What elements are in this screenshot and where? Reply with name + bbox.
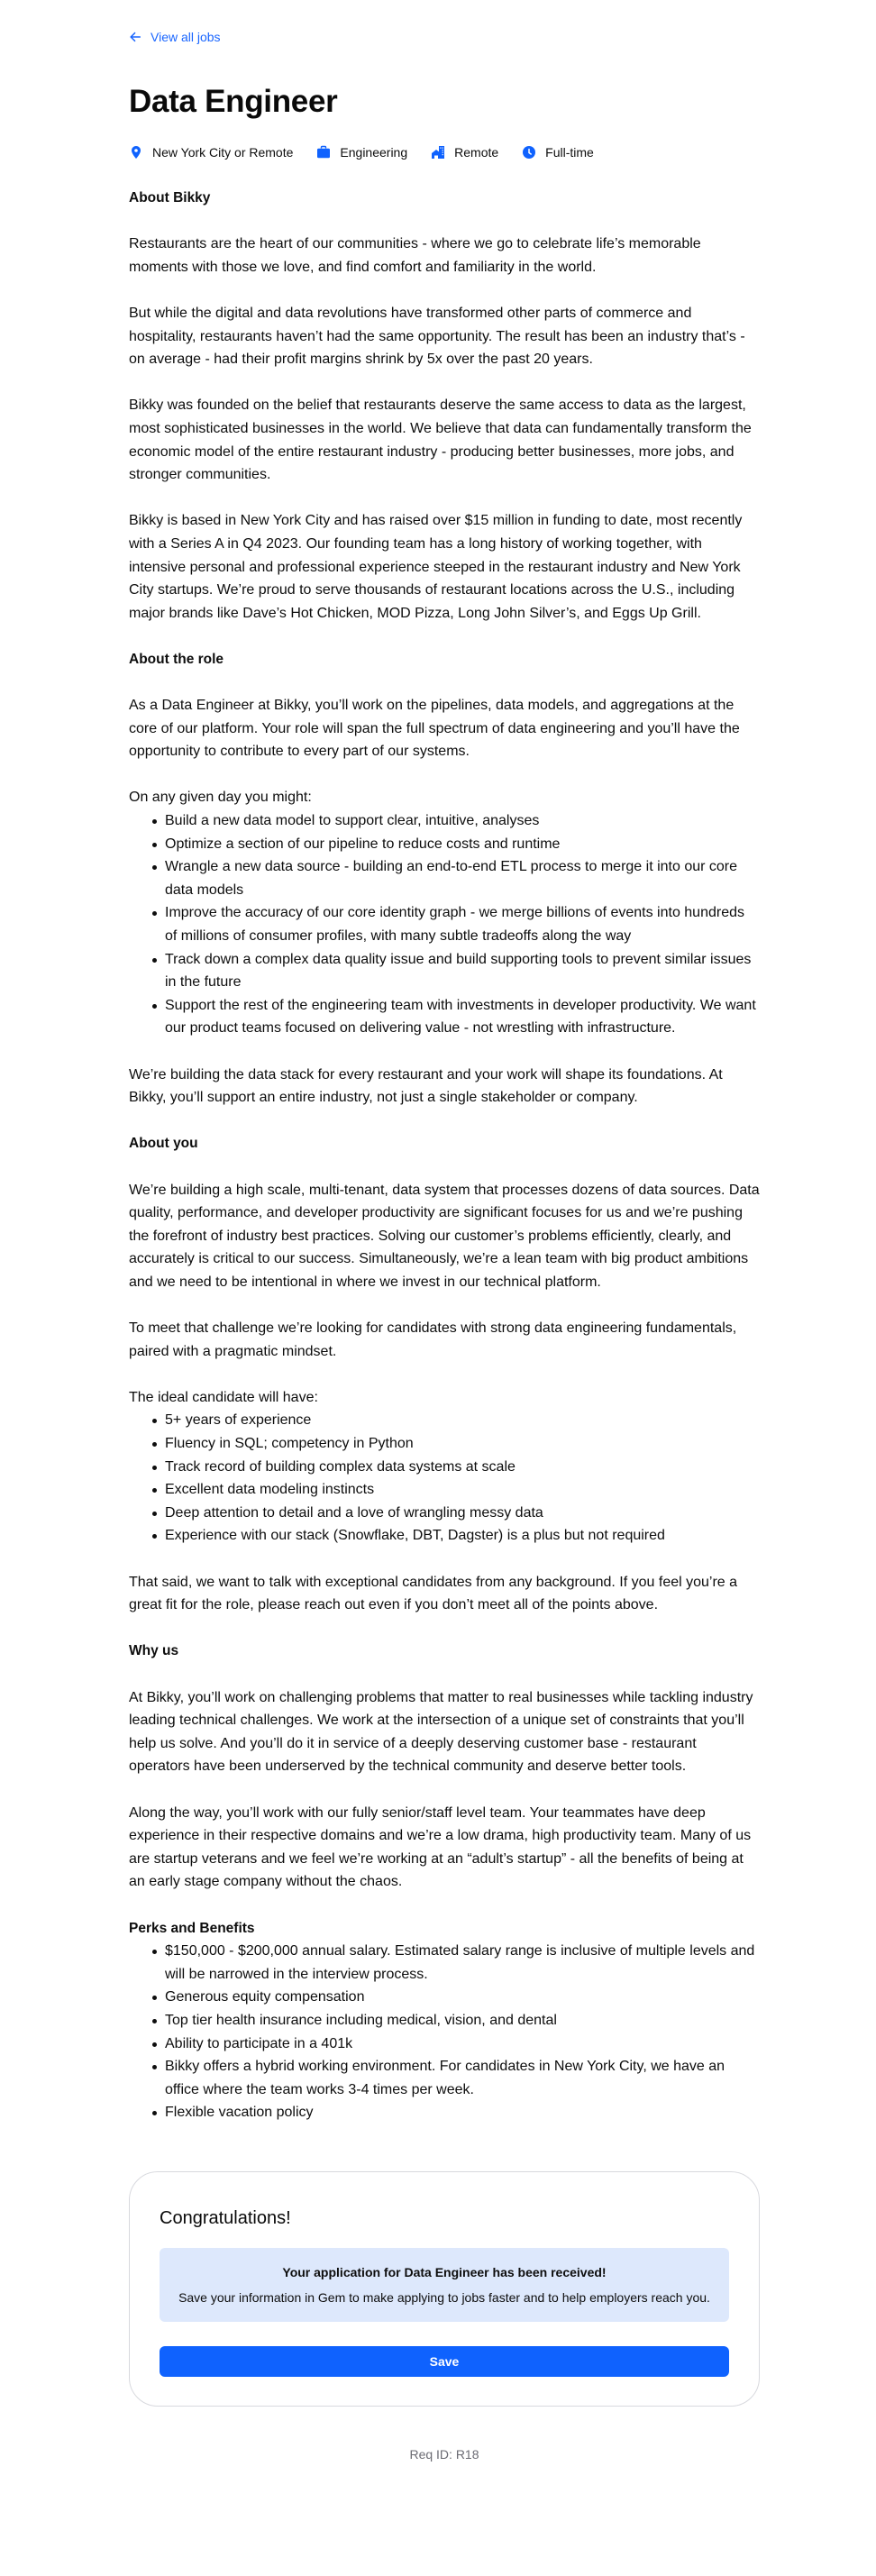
paragraph: Along the way, you’ll work with our fully senior/staff level team. Your teammates have deep experience in their respective domains and we’re a low drama, high productivity team. Many of us are startup veterans and we feel we’re working at an “adult’s startup” - all the benefits of being at an early stage company without the chaos.: [129, 1804, 752, 1890]
confirmation-info-box: [160, 2248, 729, 2322]
list-intro: On any given day you might:: [129, 790, 312, 806]
confirmation-message-text: Save your information in Gem to make applying to jobs faster and to help employers reach you.: [178, 2289, 710, 2305]
section-heading-about-bikky: About Bikky: [129, 190, 211, 206]
list-item: 5+ years of experience: [165, 1409, 760, 1432]
list-item: Ability to participate in a 401k: [165, 2032, 760, 2056]
save-button[interactable]: Save: [160, 2346, 729, 2377]
section-heading-about-role: About the role: [129, 651, 224, 667]
section-heading-perks: Perks and Benefits: [129, 1920, 255, 1936]
list-item: Track record of building complex data systems at scale: [165, 1456, 760, 1479]
clock-icon: [522, 145, 536, 160]
list-item: Fluency in SQL; competency in Python: [165, 1432, 760, 1456]
perks-list: [129, 1940, 760, 2124]
section-heading-why-us: Why us: [129, 1643, 179, 1659]
req-id: Req ID: R18: [409, 2446, 479, 2462]
application-confirmation-card: [129, 2171, 760, 2407]
paragraph: To meet that challenge we’re looking for candidates with strong data engineering fundamentals, paired with a pragmatic mindset.: [129, 1320, 737, 1359]
briefcase-icon: [316, 145, 331, 160]
job-posting-page: [129, 0, 760, 2500]
list-item: Track down a complex data quality issue and build supporting tools to prevent similar issues in the future: [165, 948, 760, 994]
job-title: Data Engineer: [129, 84, 338, 119]
list-item: Wrangle a new data source - building an end-to-end ETL process to merge it into our core data models: [165, 855, 760, 901]
paragraph: We’re building the data stack for every restaurant and your work will shape its foundations. At Bikky, you’ll support an entire industry, not just a single stakeholder or company.: [129, 1066, 723, 1106]
responsibilities-list: [129, 809, 760, 1040]
paragraph: That said, we want to talk with exceptional candidates from any background. If you feel you’re a great fit for the role, please reach out even if you don’t meet all of the points above.: [129, 1574, 738, 1613]
section-heading-about-you: About you: [129, 1136, 198, 1152]
confirmation-message-title: Your application for Data Engineer has been received!: [282, 2264, 607, 2279]
list-item: Top tier health insurance including medical, vision, and dental: [165, 2009, 760, 2032]
job-description: [129, 187, 760, 2124]
meta-employment-type-label: Full-time: [545, 145, 594, 160]
paragraph: As a Data Engineer at Bikky, you’ll work on the pipelines, data models, and aggregations at the core of our platform. Your role will span the full spectrum of data engineering and you’ll have the opportunity to contribute to every part of our systems.: [129, 698, 740, 760]
building-icon: [431, 145, 445, 160]
meta-department: [316, 145, 407, 160]
meta-workplace-label: Remote: [454, 145, 499, 160]
paragraph: But while the digital and data revolutions have transformed other parts of commerce and hospitality, restaurants haven’t had the same opportunity. The result has been an industry that’s - on average - had their profit margins shrink by 5x over the past 20 years.: [129, 305, 745, 368]
list-item: Bikky offers a hybrid working environment. For candidates in New York City, we have an office where the team works 3-4 times per week.: [165, 2055, 760, 2101]
list-intro: The ideal candidate will have:: [129, 1389, 318, 1405]
arrow-left-icon: [129, 31, 141, 43]
view-all-jobs-link[interactable]: [129, 27, 221, 47]
list-item: Generous equity compensation: [165, 1986, 760, 2009]
paragraph: Bikky is based in New York City and has raised over $15 million in funding to date, most recently with a Series A in Q4 2023. Our founding team has a long history of working together, with intensive personal and professional experience steeped in the restaurant industry and New York City startups. We’re proud to serve thousands of restaurant locations across the U.S., including major brands like Dave’s Hot Chicken, MOD Pizza, Long John Silver’s, and Eggs Up Grill.: [129, 513, 743, 621]
location-pin-icon: [129, 145, 143, 160]
meta-employment-type: [522, 145, 594, 160]
view-all-jobs-label: View all jobs: [151, 30, 221, 44]
paragraph: Restaurants are the heart of our communities - where we go to celebrate life’s memorable moments with those we love, and find comfort and familiarity in the world.: [129, 236, 701, 275]
list-item: Experience with our stack (Snowflake, DBT, Dagster) is a plus but not required: [165, 1524, 760, 1548]
job-meta: [129, 142, 760, 163]
list-item: Excellent data modeling instincts: [165, 1478, 760, 1502]
meta-department-label: Engineering: [340, 145, 408, 160]
list-item: Flexible vacation policy: [165, 2101, 760, 2124]
list-item: $150,000 - $200,000 annual salary. Estimated salary range is inclusive of multiple levels and will be narrowed in the interview process.: [165, 1940, 760, 1986]
confirmation-title: Congratulations!: [160, 2207, 291, 2228]
requirements-list: [129, 1409, 760, 1548]
paragraph: Bikky was founded on the belief that restaurants deserve the same access to data as the largest, most sophisticated businesses in the world. We believe that data can fundamentally transform the economic model of the entire restaurant industry - producing better businesses, more jobs, and stronger communities.: [129, 397, 752, 483]
list-item: Optimize a section of our pipeline to reduce costs and runtime: [165, 833, 760, 856]
list-item: Support the rest of the engineering team with investments in developer productivity. We want our product teams focused on delivering value - not wrestling with infrastructure.: [165, 994, 760, 1040]
meta-location-label: New York City or Remote: [152, 145, 294, 160]
list-item: Deep attention to detail and a love of wrangling messy data: [165, 1502, 760, 1525]
meta-location: [129, 145, 293, 160]
list-item: Improve the accuracy of our core identity graph - we merge billions of events into hundreds of millions of consumer profiles, with many subtle tradeoffs along the way: [165, 901, 760, 947]
paragraph: We’re building a high scale, multi-tenant, data system that processes dozens of data sources. Data quality, performance, and developer productivity are significant focuses for us and we’re pushing the forefront of industry best practices. Solving our customer’s problems efficiently, clearly, and accurately is critical to our success. Simultaneously, we’re a lean team with big product ambitions and we need to be intentional in where we invest in our technical platform.: [129, 1182, 760, 1290]
paragraph: At Bikky, you’ll work on challenging problems that matter to real businesses while tackling industry leading technical challenges. We work at the intersection of a unique set of constraints that you’ll help us solve. And you’ll do it in service of a deeply deserving customer base - restaurant operators have been underserved by the technical community and deserve better tools.: [129, 1689, 753, 1775]
list-item: Build a new data model to support clear, intuitive, analyses: [165, 809, 760, 833]
meta-workplace: [431, 145, 498, 160]
